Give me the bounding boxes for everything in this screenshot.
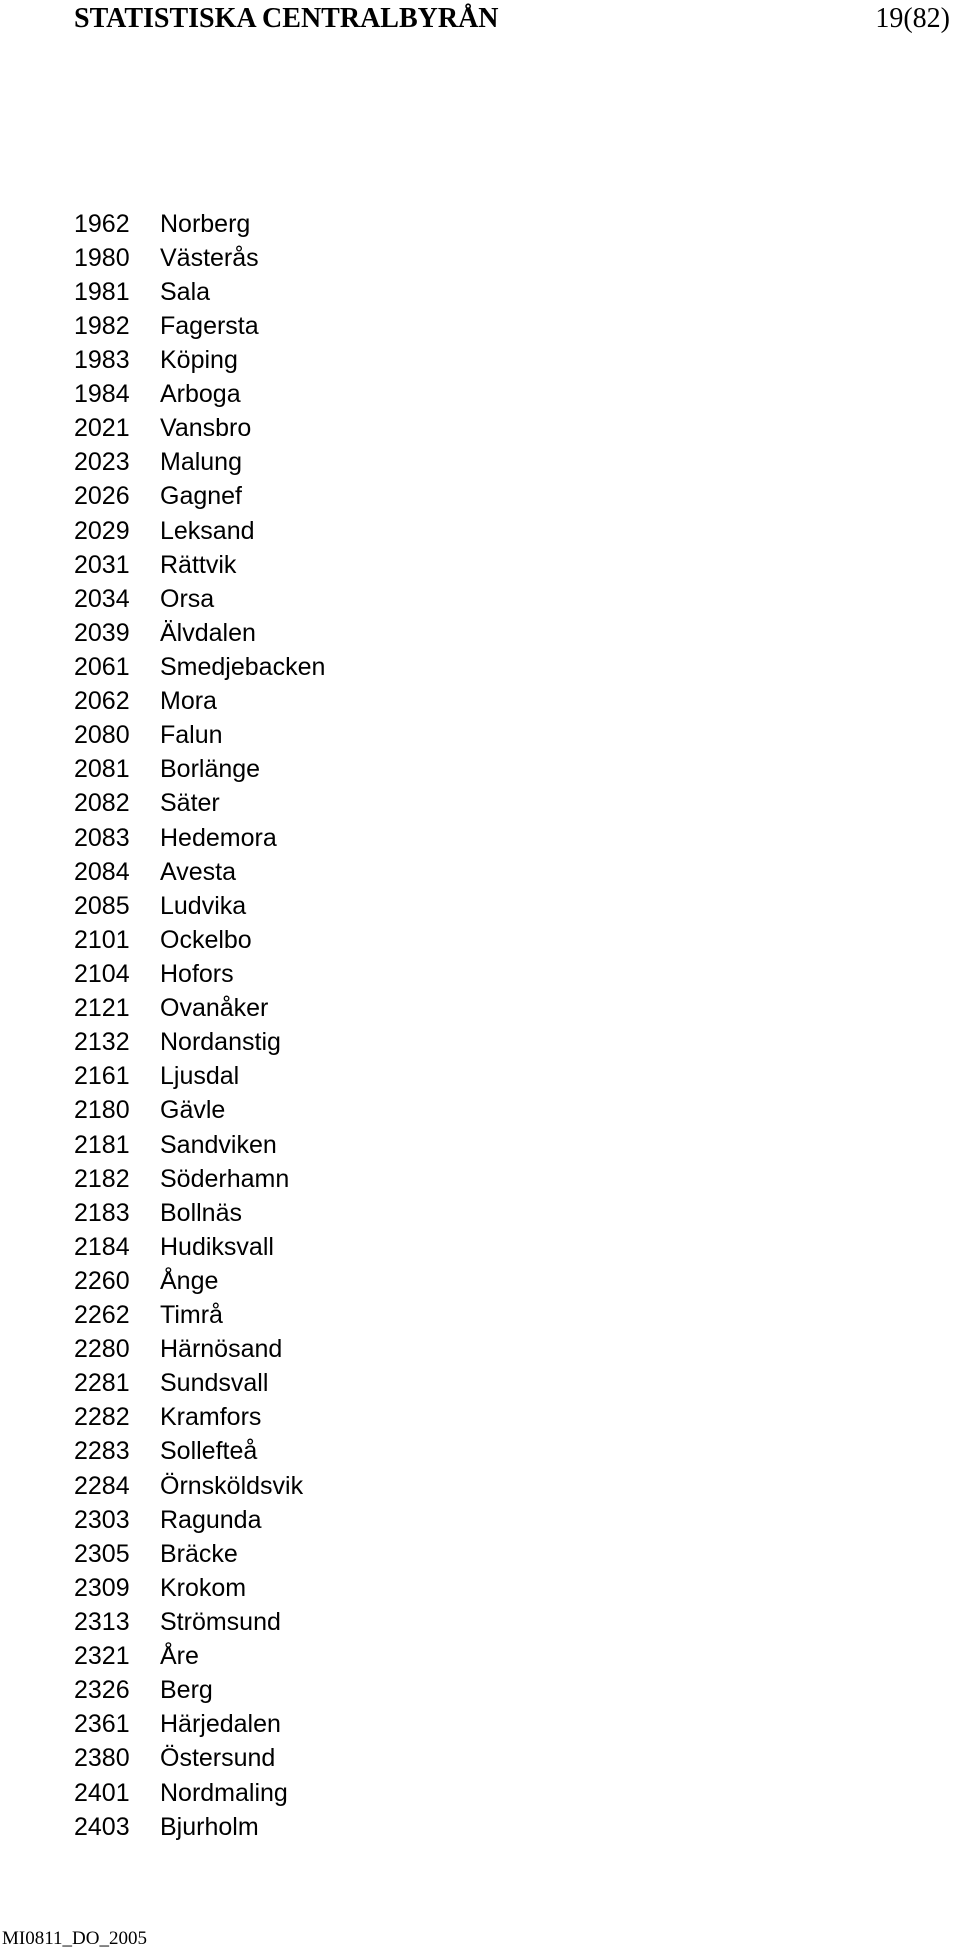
municipality-code: 2039 (74, 618, 130, 647)
municipality-name: Sollefteå (160, 1437, 258, 1466)
municipality-code: 1980 (74, 243, 130, 272)
municipality-name: Kramfors (160, 1403, 262, 1432)
municipality-name: Säter (160, 789, 220, 818)
municipality-code: 2104 (74, 959, 130, 988)
list-item (74, 855, 325, 889)
municipality-code: 1982 (74, 311, 130, 340)
list-item (74, 685, 325, 719)
municipality-code: 2281 (74, 1369, 130, 1398)
municipality-name: Hudiksvall (160, 1232, 274, 1261)
municipality-name: Ludvika (160, 891, 247, 920)
municipality-name: Rättvik (160, 550, 237, 579)
list-item (74, 480, 325, 514)
municipality-code: 2380 (74, 1744, 130, 1773)
municipality-code: 2184 (74, 1232, 130, 1261)
municipality-code: 2023 (74, 448, 130, 477)
municipality-code: 2282 (74, 1403, 130, 1432)
list-item (74, 1299, 325, 1333)
list-item (74, 548, 325, 582)
municipality-name: Bräcke (160, 1539, 238, 1568)
list-item (74, 753, 325, 787)
list-item (74, 1435, 325, 1469)
municipality-code: 2062 (74, 687, 130, 716)
municipality-code: 2082 (74, 789, 130, 818)
municipality-name: Bjurholm (160, 1812, 259, 1841)
list-item (74, 787, 325, 821)
municipality-name: Falun (160, 721, 223, 750)
municipality-code: 2280 (74, 1335, 130, 1364)
municipality-name: Köping (160, 345, 238, 374)
municipality-code: 2080 (74, 721, 130, 750)
list-item (74, 343, 325, 377)
municipality-code: 2034 (74, 584, 130, 613)
municipality-name: Sandviken (160, 1130, 277, 1159)
list-item (74, 1196, 325, 1230)
municipality-code: 2026 (74, 482, 130, 511)
list-item (74, 889, 325, 923)
municipality-name: Sundsvall (160, 1369, 269, 1398)
municipality-name: Ljusdal (160, 1062, 240, 1091)
list-item (74, 1537, 325, 1571)
municipality-name: Borlänge (160, 755, 261, 784)
municipality-code: 2303 (74, 1505, 130, 1534)
municipality-code: 2309 (74, 1573, 130, 1602)
municipality-code: 2132 (74, 1028, 130, 1057)
municipality-list (74, 207, 325, 1844)
list-item (74, 616, 325, 650)
municipality-name: Härnösand (160, 1335, 283, 1364)
list-item (74, 1640, 325, 1674)
municipality-name: Sala (160, 277, 211, 306)
municipality-name: Härjedalen (160, 1710, 281, 1739)
municipality-name: Vansbro (160, 414, 252, 443)
municipality-code: 2084 (74, 857, 130, 886)
municipality-code: 2283 (74, 1437, 130, 1466)
list-item (74, 378, 325, 412)
municipality-name: Gävle (160, 1096, 226, 1125)
list-item (74, 1333, 325, 1367)
municipality-name: Ragunda (160, 1505, 262, 1534)
list-item (74, 446, 325, 480)
municipality-name: Leksand (160, 516, 255, 545)
municipality-code: 2305 (74, 1539, 130, 1568)
municipality-name: Örnsköldsvik (160, 1471, 304, 1500)
municipality-name: Gagnef (160, 482, 243, 511)
list-item (74, 821, 325, 855)
list-item (74, 1128, 325, 1162)
list-item (74, 1230, 325, 1264)
municipality-code: 2183 (74, 1198, 130, 1227)
list-item (74, 309, 325, 343)
municipality-name: Västerås (160, 243, 259, 272)
municipality-name: Mora (160, 687, 217, 716)
municipality-name: Älvdalen (160, 618, 256, 647)
municipality-code: 2083 (74, 823, 130, 852)
municipality-name: Strömsund (160, 1608, 281, 1637)
municipality-code: 2101 (74, 925, 130, 954)
document-id-footer: MI0811_DO_2005 (2, 1928, 147, 1949)
list-item (74, 582, 325, 616)
municipality-name: Malung (160, 448, 242, 477)
page-header-title: STATISTISKA CENTRALBYRÅN (74, 3, 499, 34)
municipality-code: 1984 (74, 380, 130, 409)
municipality-name: Arboga (160, 380, 241, 409)
list-item (74, 923, 325, 957)
municipality-code: 2161 (74, 1062, 130, 1091)
list-item (74, 1162, 325, 1196)
municipality-name: Krokom (160, 1573, 247, 1602)
municipality-code: 2401 (74, 1778, 130, 1807)
municipality-code: 2061 (74, 652, 130, 681)
list-item (74, 1026, 325, 1060)
list-item (74, 412, 325, 446)
list-item (74, 1810, 325, 1844)
municipality-code: 1981 (74, 277, 130, 306)
municipality-name: Nordmaling (160, 1778, 288, 1807)
municipality-code: 2021 (74, 414, 130, 443)
list-item (74, 207, 325, 241)
municipality-code: 2403 (74, 1812, 130, 1841)
municipality-code: 2182 (74, 1164, 130, 1193)
list-item (74, 1605, 325, 1639)
municipality-code: 2029 (74, 516, 130, 545)
municipality-name: Söderhamn (160, 1164, 290, 1193)
municipality-name: Hofors (160, 959, 234, 988)
municipality-name: Timrå (160, 1301, 223, 1330)
municipality-name: Ånge (160, 1266, 219, 1295)
municipality-name: Hedemora (160, 823, 277, 852)
municipality-code: 2181 (74, 1130, 130, 1159)
list-item (74, 1571, 325, 1605)
municipality-code: 2180 (74, 1096, 130, 1125)
municipality-code: 2121 (74, 994, 130, 1023)
municipality-name: Bollnäs (160, 1198, 242, 1227)
municipality-name: Smedjebacken (160, 652, 326, 681)
municipality-code: 2260 (74, 1266, 130, 1295)
list-item (74, 1776, 325, 1810)
municipality-name: Norberg (160, 209, 251, 238)
list-item (74, 1674, 325, 1708)
municipality-name: Berg (160, 1676, 213, 1705)
list-item (74, 957, 325, 991)
municipality-code: 1962 (74, 209, 130, 238)
list-item (74, 650, 325, 684)
municipality-name: Ovanåker (160, 994, 269, 1023)
municipality-name: Östersund (160, 1744, 276, 1773)
municipality-name: Ockelbo (160, 925, 252, 954)
list-item (74, 1708, 325, 1742)
list-item (74, 1503, 325, 1537)
list-item (74, 1367, 325, 1401)
municipality-code: 2321 (74, 1642, 130, 1671)
list-item (74, 514, 325, 548)
municipality-code: 2361 (74, 1710, 130, 1739)
list-item (74, 1469, 325, 1503)
page-number: 19(82) (875, 3, 950, 34)
list-item (74, 992, 325, 1026)
list-item (74, 719, 325, 753)
municipality-code: 2081 (74, 755, 130, 784)
list-item (74, 275, 325, 309)
list-item (74, 1401, 325, 1435)
list-item (74, 1742, 325, 1776)
list-item (74, 241, 325, 275)
municipality-name: Åre (160, 1642, 199, 1671)
municipality-name: Orsa (160, 584, 215, 613)
municipality-code: 1983 (74, 345, 130, 374)
municipality-code: 2085 (74, 891, 130, 920)
municipality-code: 2262 (74, 1301, 130, 1330)
municipality-code: 2313 (74, 1608, 130, 1637)
list-item (74, 1264, 325, 1298)
municipality-code: 2326 (74, 1676, 130, 1705)
list-item (74, 1060, 325, 1094)
municipality-name: Fagersta (160, 311, 259, 340)
list-item (74, 1094, 325, 1128)
municipality-code: 2031 (74, 550, 130, 579)
municipality-name: Avesta (160, 857, 236, 886)
municipality-code: 2284 (74, 1471, 130, 1500)
municipality-name: Nordanstig (160, 1028, 281, 1057)
